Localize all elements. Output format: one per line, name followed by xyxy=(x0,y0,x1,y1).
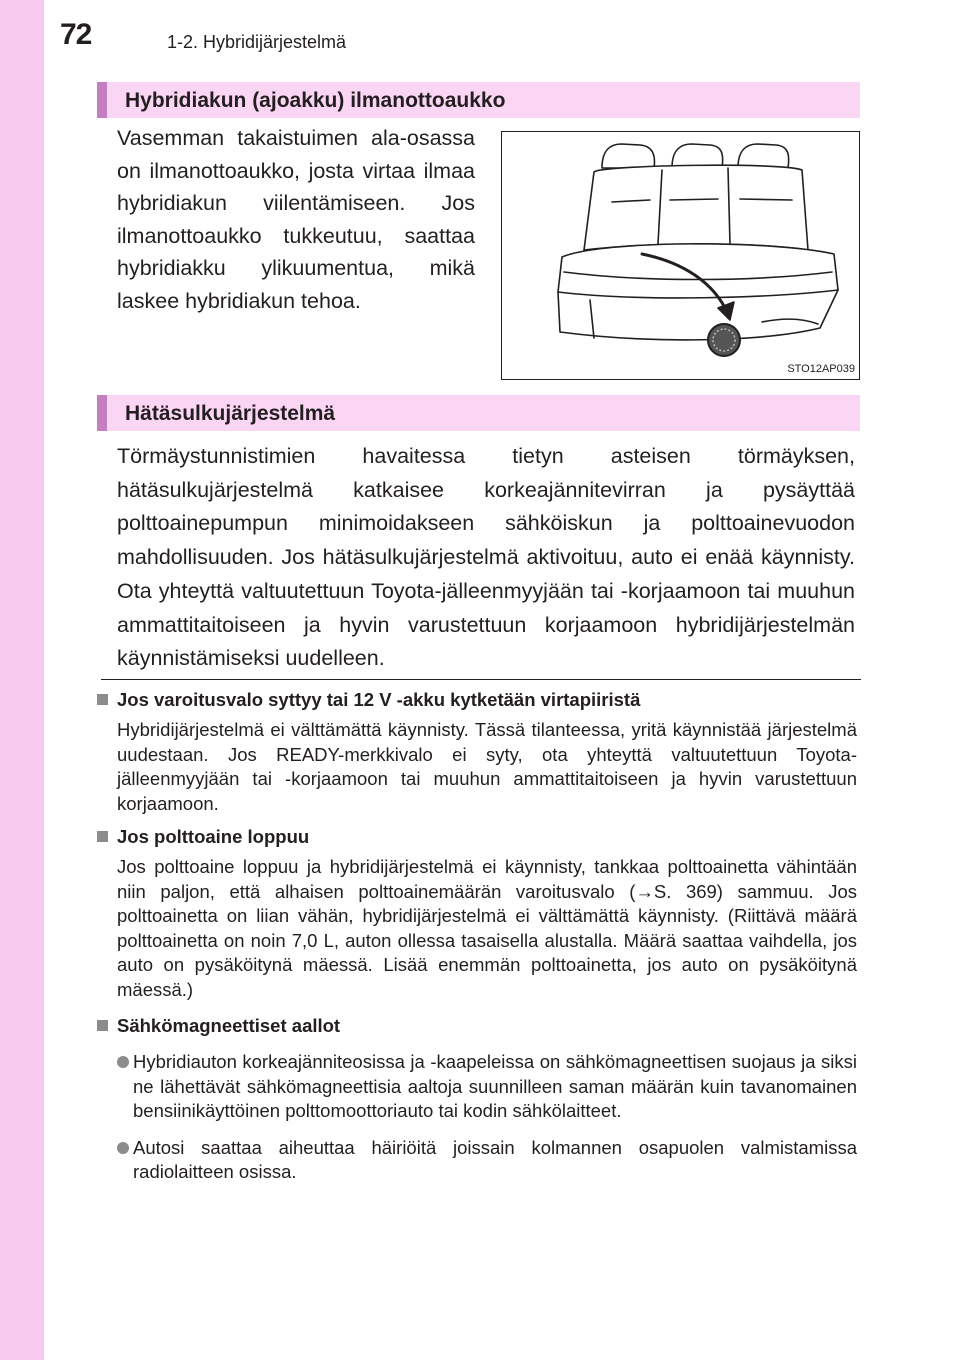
note-warning-light xyxy=(97,688,857,816)
note-title: Jos polttoaine loppuu xyxy=(117,826,310,847)
round-bullet-icon xyxy=(117,1056,129,1068)
note-fuel-runs-out xyxy=(97,825,857,1002)
page-number: 72 xyxy=(60,18,92,51)
note-text: Jos polttoaine loppuu ja hybridijärjestelmä ei käynnisty, tankkaa polttoainetta vähintään niin paljon, että alhaisen polttoainemäärän varoitusvalo (→S. 369) sammuu. Jos polttoainetta on liian vähän, hybridijärjestelmä ei välttämättä käynnisty. (Riittävä määrä polttoainetta on noin 7,0 L, auton ollessa tasaisella alustalla. Määrä saattaa vaihdella, jos auto on pysäköitynä mäessä. Lisää enemmän polttoainetta, jos auto on pysäköitynä mäessä.) xyxy=(117,856,857,1000)
air-intake-description: Vasemman takaistuimen ala-osassa on ilmanottoaukko, josta virtaa ilmaa hybridiakun viilentämiseen. Jos ilmanottoaukko tukkeutuu, saattaa hybridiakku ylikuumentua, mikä laskee hybridiakun tehoa. xyxy=(117,126,475,313)
emergency-shutoff-description: Törmäystunnistimien havaitessa tietyn asteisen törmäyksen, hätäsulkujärjestelmä katkaisee korkeajännitevirran ja pysäyttää polttoainepumpun minimoidakseen sähköiskun ja polttoainevuodon mahdollisuuden. Jos hätäsulkujärjestelmä aktivoituu, auto ei enää käynnisty. Ota yhteyttä valtuutettuun Toyota-jälleenmyyjään tai -korjaamoon tai muuhun ammattitaitoiseen ja hyvin varustettuun korjaamoon hybridijärjestelmän käynnistämiseksi uudelleen. xyxy=(117,444,855,671)
note-electromagnetic-waves xyxy=(97,1014,857,1185)
note-text: Hybridijärjestelmä ei välttämättä käynnisty. Tässä tilanteessa, yritä käynnistää järjestelmä uudestaan. Jos READY-merkkivalo ei syty, ota yhteyttä valtuutettuun Toyota-jälleenmyyjään tai -korjaamoon tai muuhun ammattitaitoiseen ja hyvin varustettuun korjaamoon. xyxy=(117,719,857,814)
square-bullet-icon xyxy=(97,831,108,842)
round-bullet-icon xyxy=(117,1142,129,1154)
list-item xyxy=(97,1050,857,1124)
list-item-text: Hybridiauton korkeajänniteosissa ja -kaapeleissa on sähkömagneettisen suojaus ja siksi ne lähettävät sähkömagneettisia aaltoja suunnilleen saman määrän kuin tavanomainen bensiinikäyttöinen polttomoottoriauto tai kodin sähkölaitteet. xyxy=(133,1051,857,1121)
list-item-text: Autosi saattaa aiheuttaa häiriöitä joissain kolmannen osapuolen valmistamissa radiolaitteen osissa. xyxy=(133,1136,857,1182)
air-intake-grille xyxy=(708,324,740,356)
section-title: Hybridiakun (ajoakku) ilmanottoaukko xyxy=(125,89,506,112)
note-title: Sähkömagneettiset aallot xyxy=(117,1015,341,1036)
section-title: Hätäsulkujärjestelmä xyxy=(125,402,336,425)
square-bullet-icon xyxy=(97,694,108,705)
chapter-running-head: 1-2. Hybridijärjestelmä xyxy=(167,32,347,52)
section-heading-emergency-shutoff xyxy=(97,395,860,431)
figure-code: STO12AP039 xyxy=(787,363,855,375)
rear-seat-illustration xyxy=(501,131,860,380)
chapter-sidebar-stripe xyxy=(0,0,44,1360)
square-bullet-icon xyxy=(97,1020,108,1031)
section-heading-battery-air-intake xyxy=(97,82,860,118)
section-divider xyxy=(101,679,861,680)
note-title: Jos varoitusvalo syttyy tai 12 V -akku kytketään virtapiiristä xyxy=(117,689,641,710)
rear-seat-drawing xyxy=(502,132,858,378)
list-item xyxy=(97,1136,857,1185)
